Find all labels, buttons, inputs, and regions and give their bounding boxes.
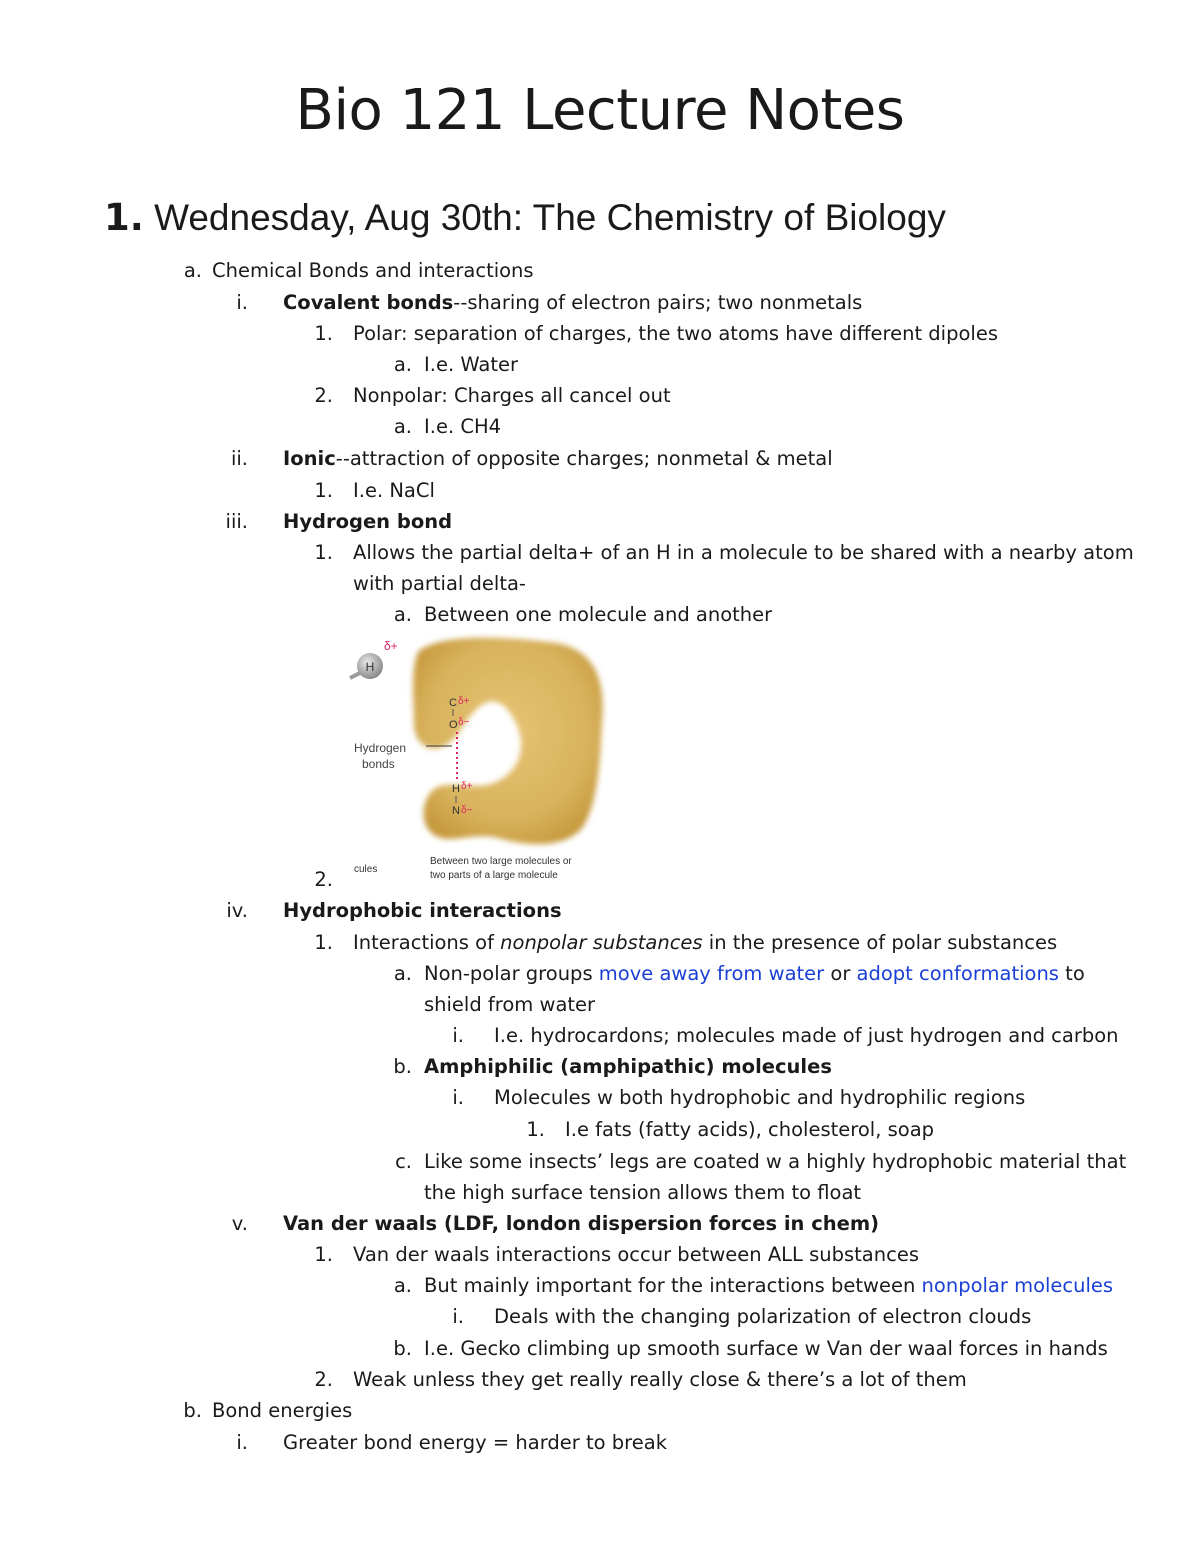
outline-text: But mainly important for the interactions between <box>424 1274 922 1297</box>
outline-text: Interactions of <box>353 931 501 954</box>
outline-line <box>395 1149 1127 1175</box>
outline-marker: iv. <box>226 899 248 922</box>
outline-line <box>230 446 833 472</box>
delta-minus-oxygen: δ− <box>458 717 470 728</box>
outline-marker: b. <box>183 1399 202 1422</box>
outline-marker: a. <box>393 603 412 626</box>
outline-line <box>393 1273 1114 1299</box>
oxygen-label: O <box>449 719 458 731</box>
outline-marker: c. <box>395 1150 412 1173</box>
outline-text: Molecules w both hydrophobic and hydrophilic regions <box>494 1086 1026 1109</box>
hydrogen-atom-label: H <box>365 660 375 674</box>
link-adopt-conformations[interactable]: adopt conformations <box>856 962 1059 985</box>
hydrogen-label: H <box>452 783 460 795</box>
outline-marker: a. <box>393 1274 412 1297</box>
outline-text: Between one molecule and another <box>424 603 773 626</box>
outline-line <box>236 1430 667 1456</box>
term-hydrophobic-interactions: Hydrophobic interactions <box>283 899 562 922</box>
outline-text: Greater bond energy = harder to break <box>283 1431 667 1454</box>
outline-marker: a. <box>393 415 412 438</box>
outline-text: Bond energies <box>212 1399 353 1422</box>
outline-marker: a. <box>393 962 412 985</box>
outline-marker: 1. <box>314 931 333 954</box>
outline-line <box>183 258 534 284</box>
outline-line <box>314 540 1134 566</box>
term-covalent-bonds: Covalent bonds <box>283 291 454 314</box>
outline-line <box>393 961 1085 987</box>
outline-text: Allows the partial delta+ of an H in a molecule to be shared with a nearby atom <box>353 541 1134 564</box>
outline-line <box>526 1117 935 1143</box>
nitrogen-label: N <box>452 805 460 817</box>
outline-marker: 1. <box>314 541 333 564</box>
outline-line <box>314 1367 967 1393</box>
outline-marker: 1. <box>526 1118 545 1141</box>
outline-line <box>424 992 595 1018</box>
carbon-label: C <box>449 697 457 709</box>
outline-text: Weak unless they get really really close & there’s a lot of them <box>353 1368 967 1391</box>
hydrogen-bond-diagram <box>348 632 608 884</box>
outline-text: I.e. hydrocardons; molecules made of just hydrogen and carbon <box>494 1024 1119 1047</box>
outline-text: or <box>824 962 857 985</box>
outline-line <box>314 930 1058 956</box>
outline-text: I.e. CH4 <box>424 415 502 438</box>
outline-marker: 2. <box>314 384 333 407</box>
outline-line <box>452 1085 1026 1111</box>
section-heading-text: Wednesday, Aug 30th: The Chemistry of Biology <box>154 197 946 238</box>
outline-marker: a. <box>393 353 412 376</box>
outline-marker: 1. <box>314 322 333 345</box>
outline-text: shield from water <box>424 993 596 1016</box>
outline-text: I.e. NaCl <box>353 479 435 502</box>
link-nonpolar-molecules[interactable]: nonpolar molecules <box>921 1274 1114 1297</box>
outline-marker: b. <box>393 1337 412 1360</box>
outline-text: with partial delta- <box>353 572 526 595</box>
outline-line <box>183 1398 353 1424</box>
document-title: Bio 121 Lecture Notes <box>295 78 905 143</box>
term-ionic: Ionic <box>283 447 336 470</box>
outline-text: I.e. Water <box>424 353 518 376</box>
section-number: 1. <box>104 196 144 239</box>
outline-line <box>393 352 518 378</box>
term-nonpolar-substances: nonpolar substances <box>500 931 703 954</box>
outline-line <box>226 898 562 924</box>
outline-text: to <box>1058 962 1085 985</box>
outline-line <box>393 602 773 628</box>
outline-line <box>452 1304 1032 1330</box>
outline-marker: b. <box>393 1055 412 1078</box>
outline-marker: iii. <box>225 510 248 533</box>
outline-marker: 1. <box>314 1243 333 1266</box>
delta-plus-hydrogen: δ+ <box>461 781 473 792</box>
outline-marker: 2. <box>314 1368 333 1391</box>
outline-marker: a. <box>183 259 202 282</box>
outline-marker: i. <box>236 291 248 314</box>
term-amphiphilic-molecules: Amphiphilic (amphipathic) molecules <box>424 1055 832 1078</box>
outline-line <box>424 1180 861 1206</box>
outline-line <box>452 1023 1119 1049</box>
outline-text: in the presence of polar substances <box>702 931 1058 954</box>
delta-plus-label: δ+ <box>384 639 398 653</box>
outline-line <box>314 321 998 347</box>
outline-text: the high surface tension allows them to float <box>424 1181 862 1204</box>
outline-line <box>393 414 502 440</box>
section-heading <box>104 196 946 239</box>
cut-caption: cules <box>354 864 378 875</box>
outline-marker: ii. <box>230 447 248 470</box>
outline-text: --attraction of opposite charges; nonmetal & metal <box>335 447 833 470</box>
outline-line <box>225 509 453 535</box>
outline-line <box>236 290 863 316</box>
outline-text: --sharing of electron pairs; two nonmetals <box>453 291 863 314</box>
link-move-away-from-water[interactable]: move away from water <box>598 962 825 985</box>
hydrogen-bond-figure <box>348 632 608 884</box>
delta-minus-nitrogen: δ− <box>461 805 473 816</box>
outline-line <box>231 1211 880 1237</box>
figure-caption-2: two parts of a large molecule <box>430 870 558 881</box>
outline-line <box>314 383 671 409</box>
outline-marker: i. <box>452 1305 464 1328</box>
outline-text: Polar: separation of charges, the two atoms have different dipoles <box>353 322 998 345</box>
outline-text: I.e. Gecko climbing up smooth surface w Van der waal forces in hands <box>424 1337 1108 1360</box>
outline-text: Like some insects’ legs are coated w a highly hydrophobic material that <box>424 1150 1127 1173</box>
term-van-der-waals: Van der waals (LDF, london dispersion forces in chem) <box>283 1212 880 1235</box>
outline-marker: 1. <box>314 479 333 502</box>
outline-line <box>314 478 435 504</box>
outline-line <box>314 1242 919 1268</box>
hydrogen-bonds-label-1: Hydrogen <box>354 741 407 755</box>
outline-marker: 2. <box>314 868 333 891</box>
outline-marker: i. <box>452 1086 464 1109</box>
hydrogen-bonds-label-2: bonds <box>362 757 395 771</box>
delta-plus-carbon: δ+ <box>458 696 470 707</box>
outline-text: Chemical Bonds and interactions <box>212 259 534 282</box>
outline-text: I.e fats (fatty acids), cholesterol, soap <box>565 1118 935 1141</box>
outline-text: Van der waals interactions occur between ALL substances <box>353 1243 919 1266</box>
outline-text: Nonpolar: Charges all cancel out <box>353 384 671 407</box>
outline-text: Non-polar groups <box>424 962 599 985</box>
outline-marker: v. <box>231 1212 248 1235</box>
outline-line <box>353 571 526 597</box>
outline-line <box>393 1054 832 1080</box>
figure-caption-1: Between two large molecules or <box>430 856 572 867</box>
outline-line <box>393 1336 1108 1362</box>
outline-marker: i. <box>452 1024 464 1047</box>
term-hydrogen-bond: Hydrogen bond <box>283 510 453 533</box>
large-molecule-blob <box>413 638 603 844</box>
outline-marker: i. <box>236 1431 248 1454</box>
outline-text: Deals with the changing polarization of electron clouds <box>494 1305 1032 1328</box>
